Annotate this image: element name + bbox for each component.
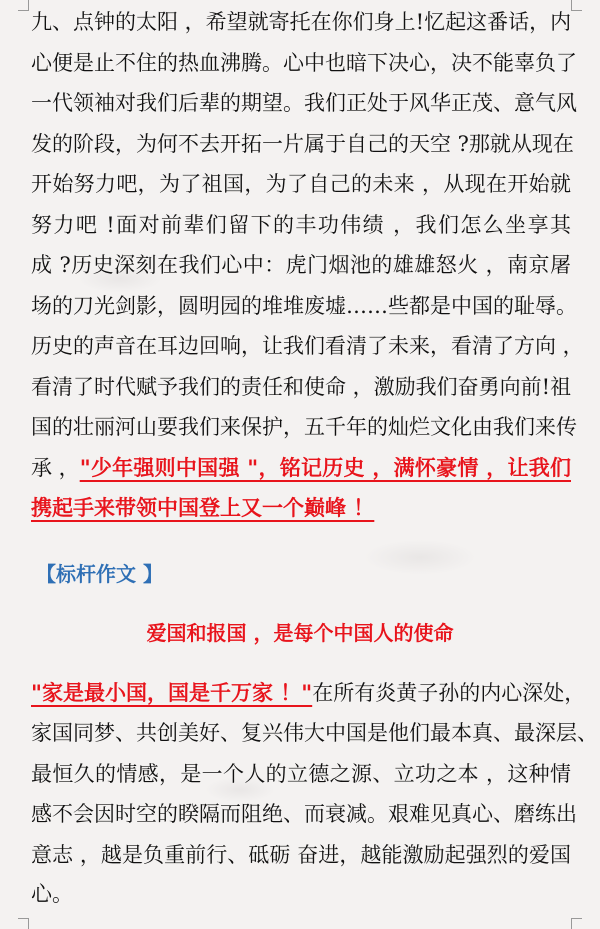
text-line: 国的壮丽河山要我们来保护，五千年的灿烂文化由我们来传 (31, 415, 577, 439)
text-line: 历史的声音在耳边回响，让我们看清了未来，看清了方向 ， (31, 334, 584, 358)
text-line: 一代领袖对我们后辈的期望。我们正处于风华正茂、意气风 (31, 91, 577, 115)
highlighted-quote: "少年强则中国强 "，铭记历史 ，满怀豪情 ，让我们 (79, 455, 571, 480)
text-line: 开始努力吧，为了祖国，为了自己的未来 ，从现在开始就 (31, 172, 571, 196)
text-line: 场的刀光剑影，圆明园的堆堆废墟……些都是中国的耻辱。 (31, 294, 577, 318)
text-segment: 承 ， (31, 456, 80, 480)
text-line: 意志 ，越是负重前行、砥砺 奋进，越能激励起强烈的爱国 (31, 843, 571, 867)
text-line (31, 494, 571, 522)
text-line: 心便是止不住的热血沸腾。心中也暗下决心，决不能辜负了 (31, 51, 577, 75)
text-line: 发的阶段，为何不去开拓一片属于自己的天空 ?那就从现在 (31, 132, 574, 156)
text-line: 感不会因时空的睽隔而阻绝、而衰减。艰难见真心、磨练出 (31, 802, 577, 826)
text-line: 最恒久的情感，是一个人的立德之源、立功之本 ，这种情 (31, 762, 571, 786)
page-corner-mark (571, 918, 582, 929)
text-line: 家国同梦、共创美好、复兴伟大中国是他们最本真、最深层、 (31, 721, 598, 745)
text-line (31, 679, 586, 707)
essay-title: 爱国和报国 ，是每个中国人的使命 (146, 621, 454, 645)
text-line: 看清了时代赋予我们的责任和使命 ，激励我们奋勇向前!祖 (31, 375, 572, 399)
section-heading: 【标杆作文 】 (36, 562, 163, 586)
text-line: 成 ?历史深刻在我们心中：虎门烟池的雄雄怒火 ，南京屠 (31, 253, 571, 277)
text-segment: 在所有炎黄子孙的内心深处， (312, 681, 586, 705)
text-line (31, 454, 571, 482)
highlighted-quote: "家是最小国，国是千万家 ！" (31, 680, 313, 705)
text-line: 九、点钟的太阳 ，希望就寄托在你们身上!忆起这番话，内 (31, 10, 572, 34)
page-corner-mark (18, 918, 29, 929)
highlighted-quote: 携起手来带领中国登上又一个巅峰 ！ (31, 495, 375, 520)
text-line: 心。 (31, 882, 73, 906)
page-corner-mark (571, 0, 582, 11)
text-line: 努力吧 !面对前辈们留下的丰功伟绩 ，我们怎么坐享其 (31, 213, 571, 237)
page-corner-mark (18, 0, 29, 11)
